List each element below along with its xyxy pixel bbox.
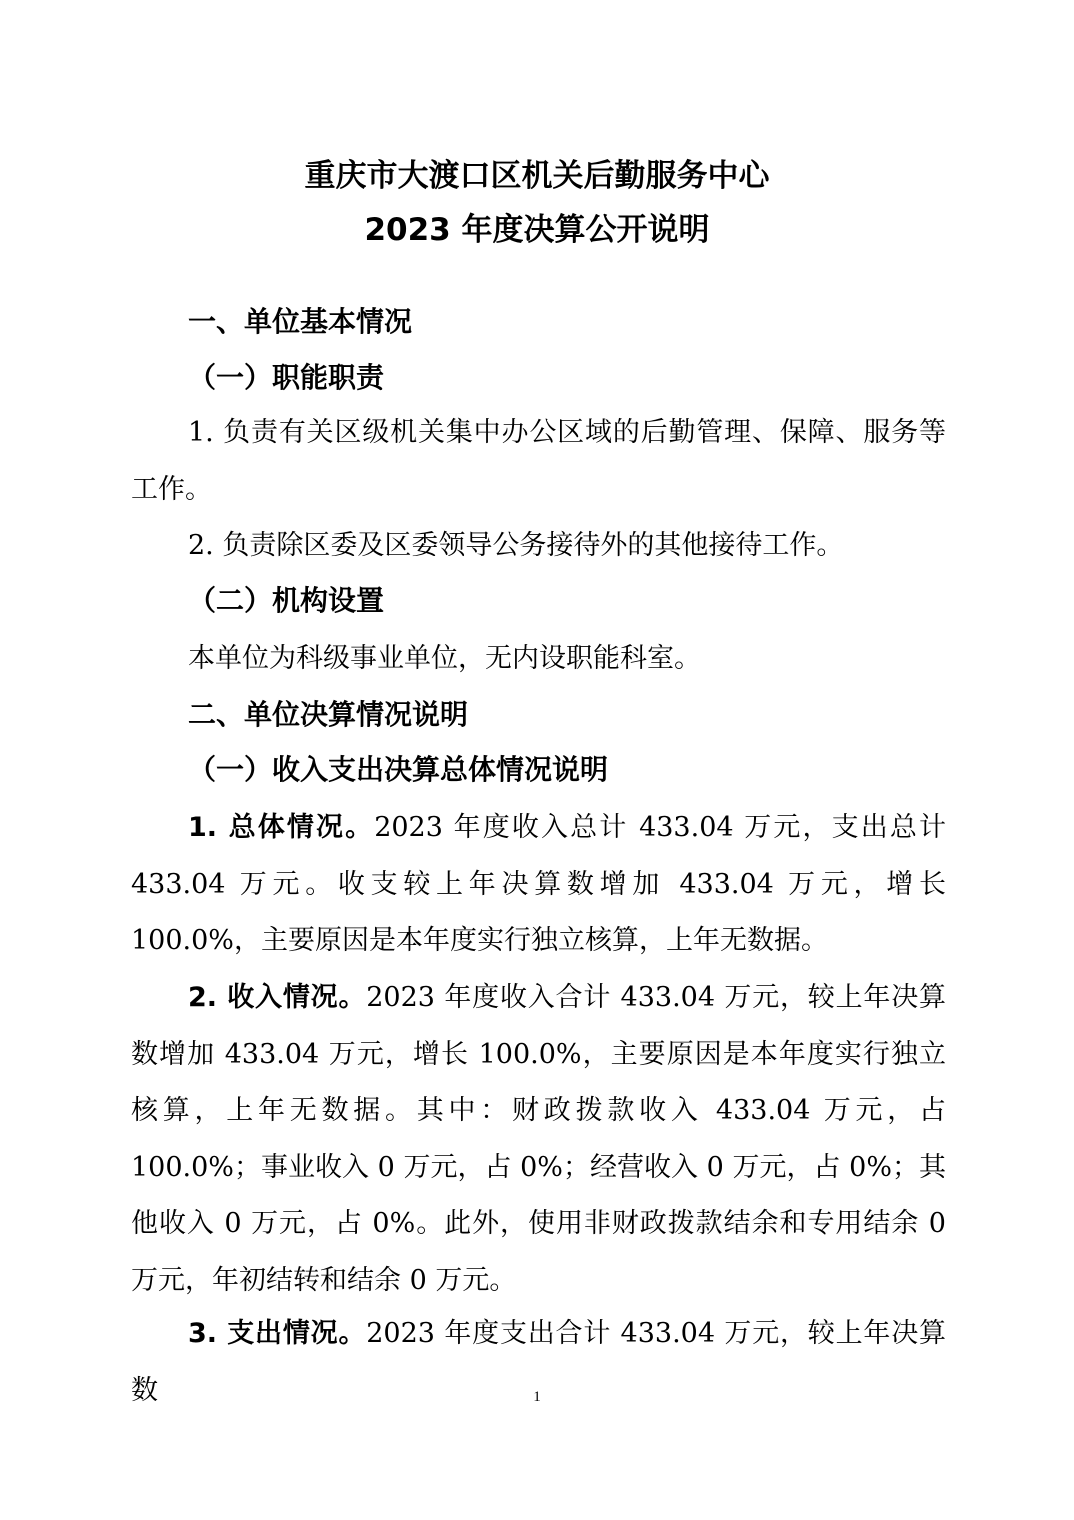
page-number: 1 — [533, 1389, 541, 1405]
income-text: 2023 年度收入合计 433.04 万元，较上年决算数增加 433.04 万元，增长 100.0%，主要原因是本年度实行独立核算，上年无数据。其中：财政拨款收入 433.04 万元，占 100.0%；事业收入 0 万元，占 0%；经营收入 0 万元，占 0%；其他收入 0 万元，占 0%。此外，使用非财政拨款结余和专用结余 0 万元，年初结转和结余 0 万元。 — [131, 982, 946, 1296]
expense-lead: 3. 支出情况。 — [188, 1318, 367, 1349]
org-structure-text: 本单位为科级事业单位，无内设职能科室。 — [188, 643, 701, 674]
overall-paragraph — [131, 800, 946, 970]
document-title-line2: 2023 年度决算公开说明 — [364, 212, 710, 248]
section2-sub1-heading: （一）收入支出决算总体情况说明 — [188, 753, 609, 786]
section1-sub2-heading: （二）机构设置 — [188, 584, 385, 617]
overall-text: 2023 年度收入总计 433.04 万元，支出总计 433.04 万元。收支较上年决算数增加 433.04 万元，增长 100.0%，主要原因是本年度实行独立核算，上年无数据。 — [131, 812, 947, 956]
document-title-line1: 重庆市大渡口区机关后勤服务中心 — [304, 158, 770, 194]
section1-heading: 一、单位基本情况 — [188, 305, 413, 338]
income-lead: 2. 收入情况。 — [188, 982, 367, 1013]
expense-text: 2023 年度支出合计 433.04 万元，较上年决算数 — [131, 1318, 946, 1406]
duty-item-1: 1. 负责有关区级机关集中办公区域的后勤管理、保障、服务等工作。 — [131, 417, 946, 505]
section2-heading: 二、单位决算情况说明 — [188, 698, 469, 731]
income-paragraph — [131, 970, 946, 1309]
section1-sub1-heading: （一）职能职责 — [188, 361, 385, 394]
overall-lead: 1. 总体情况。 — [188, 812, 375, 843]
duty-item-2: 2. 负责除区委及区委领导公务接待外的其他接待工作。 — [188, 530, 844, 561]
